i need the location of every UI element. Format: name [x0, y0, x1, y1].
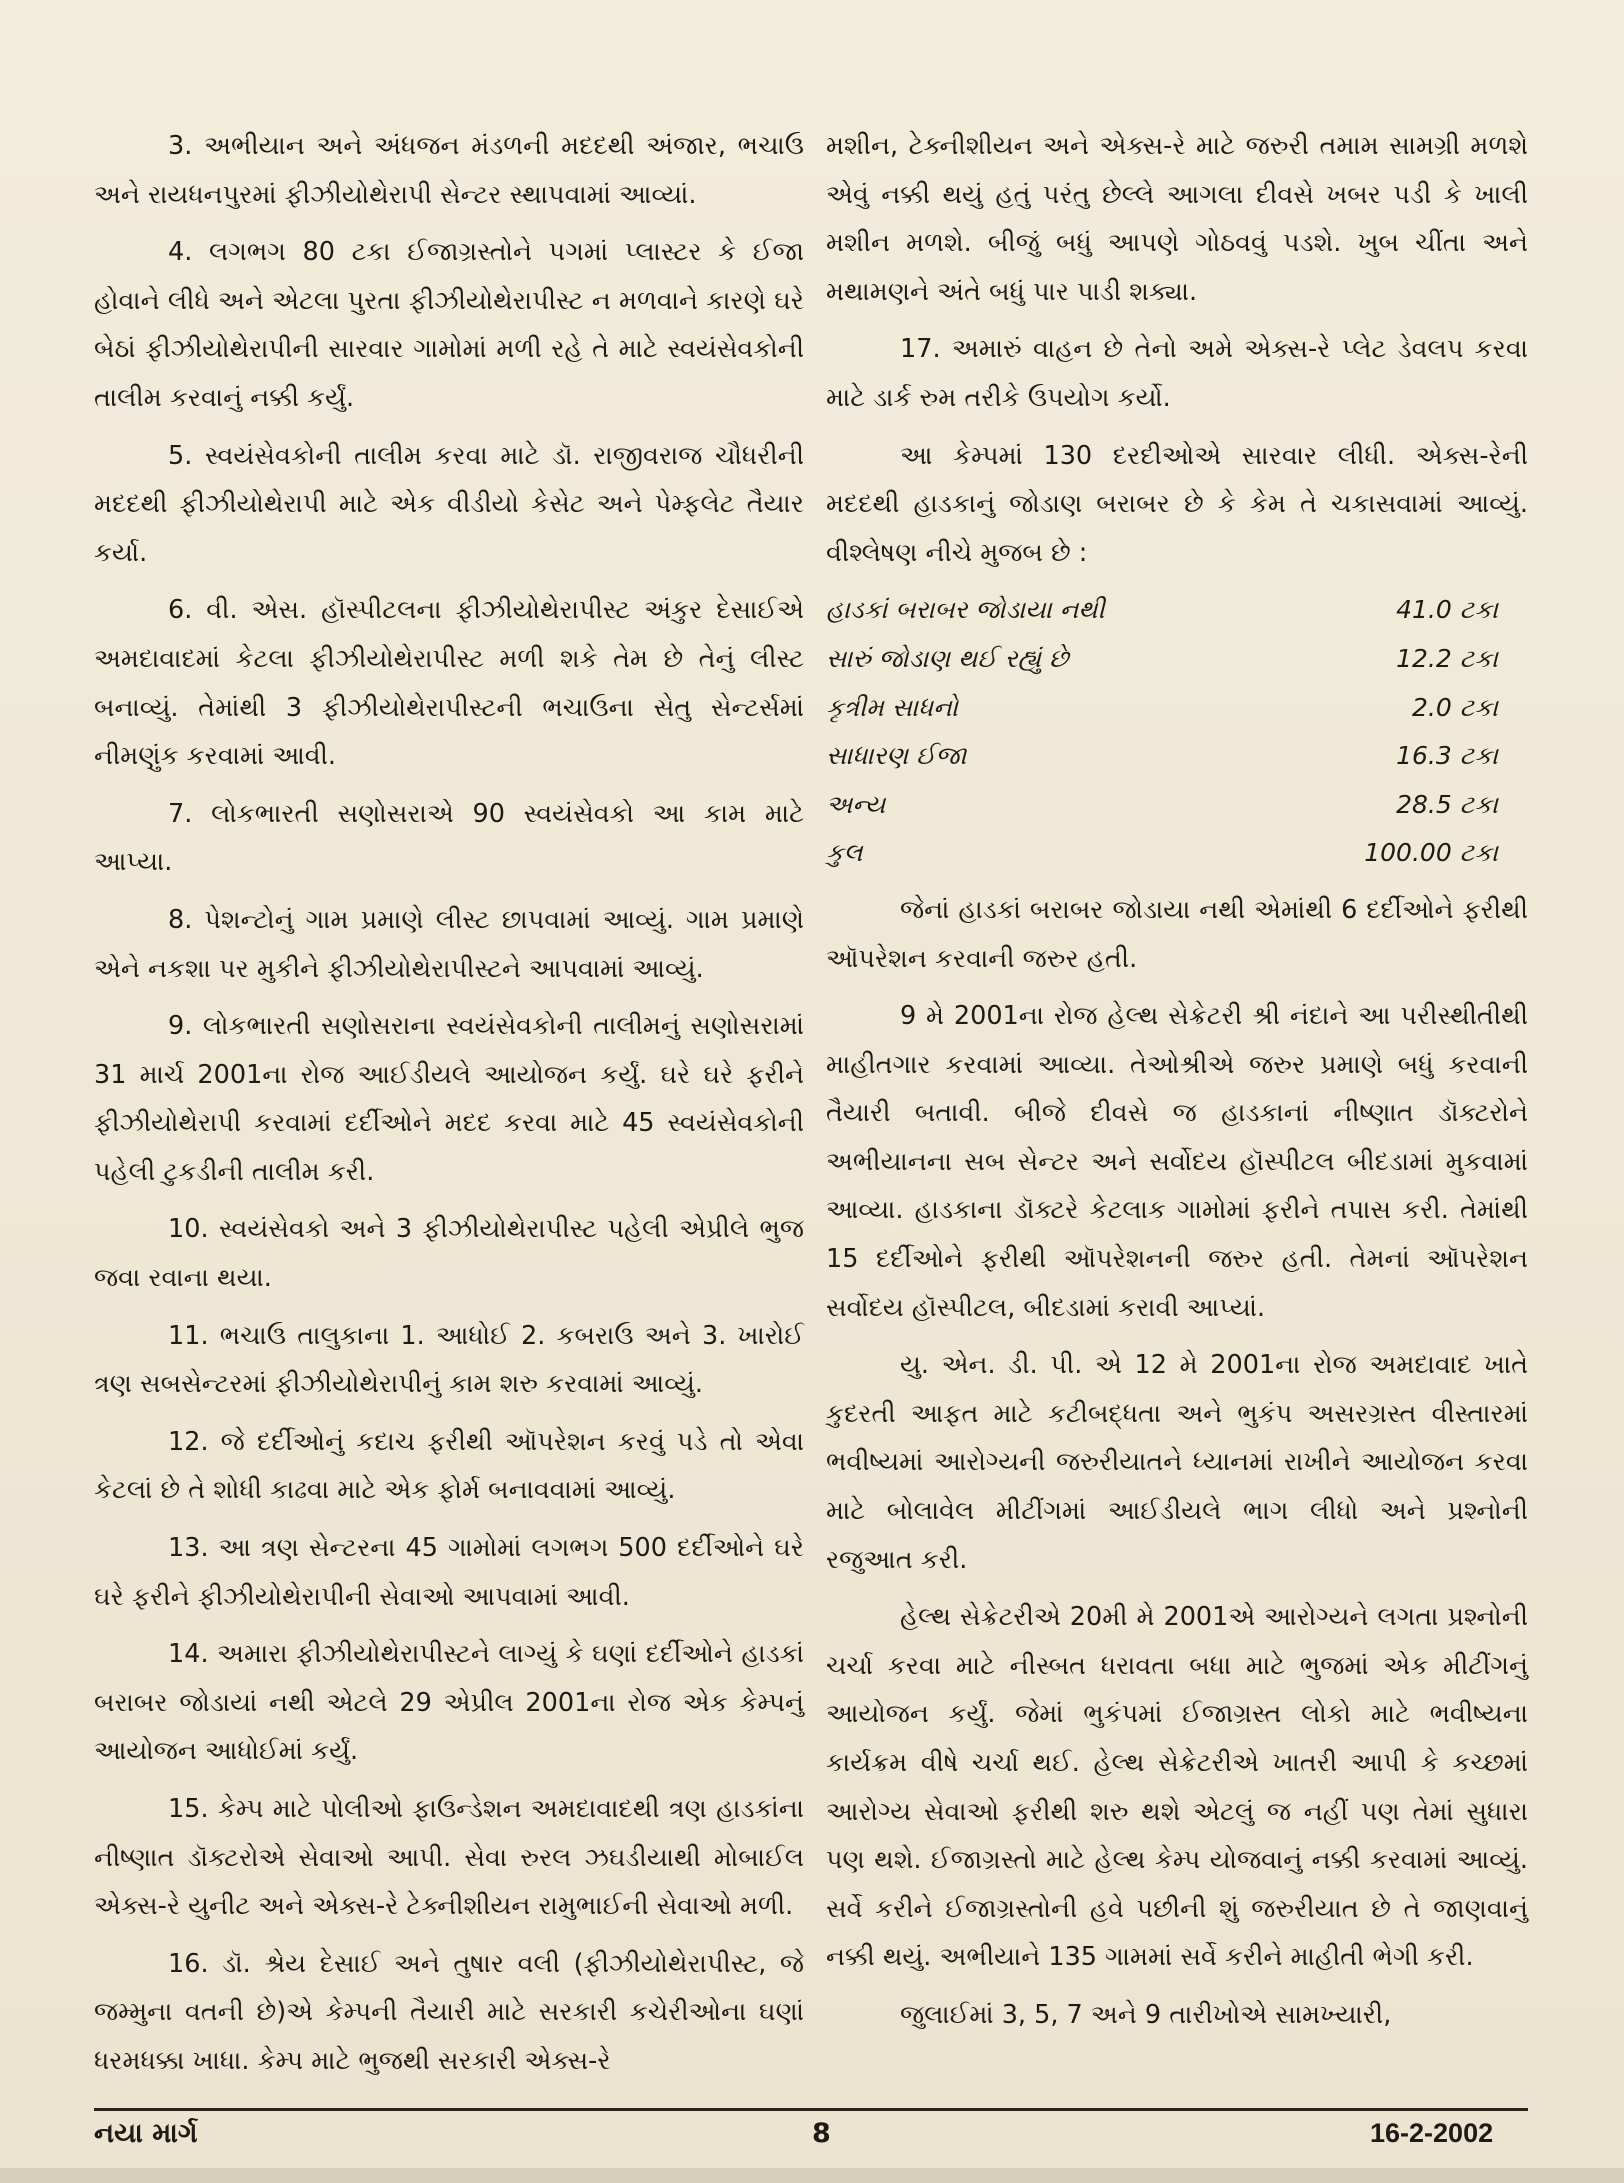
paragraph-5: 5. સ્વયંસેવકોની તાલીમ કરવા માટે ડૉ. રાજીવરાજ ચૌધરીની મદદથી ફીઝીયોથેરાપી માટે એક વીડીયો કેસેટ અને પેમ્ફલેટ તૈયાર કર્યા.: [94, 440, 804, 568]
right-column: [826, 122, 1528, 2049]
paragraph-8: 8. પેશન્ટોનું ગામ પ્રમાણે લીસ્ટ છાપવામાં આવ્યું. ગામ પ્રમાણે એને નકશા પર મુકીને ફીઝીયોથેરાપીસ્ટને આપવામાં આવ્યું.: [94, 904, 804, 984]
stats-value: 41.0 ટકા: [1396, 595, 1498, 625]
paragraph-may-9: 9 મે 2001ના રોજ હેલ્થ સેક્રેટરી શ્રી નંદાને આ પરીસ્થીતીથી માહીતગાર કરવામાં આવ્યા. તેઓશ્રીએ જરુર પ્રમાણે બધું કરવાની તૈયારી બતાવી. બીજે દીવસે જ હાડકાનાં નીષ્ણાત ડૉક્ટરોને અભીયાનના સબ સેન્ટર અને સર્વોદય હૉસ્પીટલ બીદડામાં મુકવામાં આવ્યા. હાડકાના ડૉક્ટરે કેટલાક ગામોમાં ફરીને તપાસ કરી. તેમાંથી 15 દર્દીઓને ફરીથી ઑપરેશનની જરુર હતી. તેમનાં ઑપરેશન સર્વોદય હૉસ્પીટલ, બીદડામાં કરાવી આપ્યાં.: [826, 1001, 1528, 1323]
paragraph-3: 3. અભીયાન અને અંધજન મંડળની મદદથી અંજાર, ભચાઉ અને રાયધનપુરમાં ફીઝીયોથેરાપી સેન્ટર સ્થાપવામાં આવ્યાં.: [94, 131, 804, 210]
stats-row: [826, 586, 1516, 635]
paragraph-9: 9. લોકભારતી સણોસરાના સ્વયંસેવકોની તાલીમનું સણોસરામાં 31 માર્ચ 2001ના રોજ આઈડીયલે આયોજન કર્યું. ઘરે ઘરે ફરીને ફીઝીયોથેરાપી કરવામાં દર્દીઓને મદદ કરવા માટે 45 સ્વયંસેવકોની પહેલી ટુકડીની તાલીમ કરી.: [94, 1011, 804, 1187]
stats-value: 28.5 ટકા: [1396, 789, 1498, 819]
stats-row: [826, 781, 1516, 830]
stats-label: અન્ય: [826, 789, 886, 819]
stats-label: કુલ: [826, 838, 863, 868]
footer-divider: [94, 2108, 1528, 2111]
stats-table: [826, 586, 1516, 878]
paragraph-after-stats: જેનાં હાડકાં બરાબર જોડાયા નથી એમાંથી 6 દર્દીઓને ફરીથી ઑપરેશન કરવાની જરુર હતી.: [826, 894, 1528, 974]
paragraph-7: 7. લોકભારતી સણોસરાએ 90 સ્વયંસેવકો આ કામ માટે આપ્યા.: [94, 798, 804, 878]
publication-name: નયા માર્ગ: [94, 2118, 198, 2149]
stats-label: કૃત્રીમ સાધનો: [826, 692, 959, 722]
issue-date: 16-2-2002: [1370, 2118, 1494, 2148]
page-number: 8: [812, 2118, 831, 2149]
paragraph-15: 15. કેમ્પ માટે પોલીઓ ફાઉન્ડેશન અમદાવાદથી ત્રણ હાડકાંના નીષ્ણાત ડૉક્ટરોએ સેવાઓ આપી. સેવા રુરલ ઝઘડીયાથી મોબાઈલ એક્સ-રે યુનીટ અને એક્સ-રે ટેક્નીશીયન રામુભાઈની સેવાઓ મળી.: [94, 1794, 804, 1922]
stats-label: હાડકાં બરાબર જોડાયા નથી: [826, 595, 1105, 625]
paragraph-may-20: હેલ્થ સેક્રેટરીએ 20મી મે 2001એ આરોગ્યને લગતા પ્રશ્નોની ચર્ચા કરવા માટે નીસ્બત ધરાવતા બધા માટે ભુજમાં એક મીટીંગનું આયોજન કર્યું. જેમાં ભુકંપમાં ઈજાગ્રસ્ત લોકો માટે ભવીષ્યના કાર્યક્રમ વીષે ચર્ચા થઈ. હેલ્થ સેક્રેટરીએ ખાતરી આપી કે કચ્છમાં આરોગ્ય સેવાઓ ફરીથી શરુ થશે એટલું જ નહીં પણ તેમાં સુધારા પણ થશે. ઈજાગ્રસ્તો માટે હેલ્થ કેમ્પ યોજવાનું નક્કી કરવામાં આવ્યું. સર્વે કરીને ઈજાગ્રસ્તોની હવે પછીની શું જરુરીયાત છે તે જાણવાનું નક્કી થયું. અભીયાને 135 ગામમાં સર્વે કરીને માહીતી ભેગી કરી.: [826, 1602, 1528, 1973]
paragraph-12: 12. જે દર્દીઓનું કદાચ ફરીથી ઑપરેશન કરવું પડે તો એવા કેટલાં છે તે શોધી કાઢવા માટે એક ફોર્મ બનાવવામાં આવ્યું.: [94, 1426, 804, 1506]
paragraph-16: 16. ડૉ. શ્રેય દેસાઈ અને તુષાર વલી (ફીઝીયોથેરાપીસ્ટ, જે જમ્મુના વતની છે)એ કેમ્પની તૈયારી માટે સરકારી કચેરીઓના ઘણાં ધરમધક્કા ખાધા. કેમ્પ માટે ભુજથી સરકારી એક્સ-રે: [94, 1948, 804, 2076]
paragraph-july: જુલાઈમાં 3, 5, 7 અને 9 તારીખોએ સામખ્યારી,: [900, 1999, 1392, 2030]
paragraph-14: 14. અમારા ફીઝીયોથેરાપીસ્ટને લાગ્યું કે ઘણાં દર્દીઓને હાડકાં બરાબર જોડાયાં નથી એટલે 29 એપ્રીલ 2001ના રોજ એક કેમ્પનું આયોજન આધોઈમાં કર્યું.: [94, 1639, 804, 1767]
paragraph-10: 10. સ્વયંસેવકો અને 3 ફીઝીયોથેરાપીસ્ટ પહેલી એપ્રીલે ભુજ જવા રવાના થયા.: [94, 1214, 804, 1294]
scan-edge-strip: [0, 2168, 1624, 2183]
stats-intro: આ કેમ્પમાં 130 દરદીઓએ સારવાર લીધી. એક્સ-રેની મદદથી હાડકાનું જોડાણ બરાબર છે કે કેમ તે ચકાસવામાં આવ્યું. વીશ્લેષણ નીચે મુજબ છે :: [826, 440, 1528, 568]
paragraph-11: 11. ભચાઉ તાલુકાના 1. આધોઈ 2. કબરાઉ અને 3. ખારોઈ ત્રણ સબસેન્ટરમાં ફીઝીયોથેરાપીનું કામ શરુ કરવામાં આવ્યું.: [94, 1320, 804, 1400]
stats-label: સારું જોડાણ થઈ રહ્યું છે: [826, 643, 1069, 673]
stats-value: 16.3 ટકા: [1396, 741, 1498, 771]
paragraph-4: 4. લગભગ 80 ટકા ઈજાગ્રસ્તોને પગમાં પ્લાસ્ટર કે ઈજા હોવાને લીધે અને એટલા પુરતા ફીઝીયોથેરાપીસ્ટ ન મળવાને કારણે ઘરે બેઠાં ફીઝીયોથેરાપીની સારવાર ગામોમાં મળી રહે તે માટે સ્વયંસેવકોની તાલીમ કરવાનું નક્કી કર્યું.: [94, 237, 804, 413]
stats-row: [826, 635, 1516, 684]
paragraph-16-continued: મશીન, ટેક્નીશીયન અને એક્સ-રે માટે જરુરી તમામ સામગ્રી મળશે એવું નક્કી થયું હતું પરંતુ છેલ્લે આગલા દીવસે ખબર પડી કે ખાલી મશીન મળશે. બીજું બધું આપણે ગોઠવવું પડશે. ખુબ ચીંતા અને મથામણને અંતે બધું પાર પાડી શક્યા.: [826, 131, 1528, 307]
paragraph-17: 17. અમારું વાહન છે તેનો અમે એક્સ-રે પ્લેટ ડેવલપ કરવા માટે ડાર્ક રુમ તરીકે ઉપયોગ કર્યો.: [826, 334, 1528, 413]
paragraph-13: 13. આ ત્રણ સેન્ટરના 45 ગામોમાં લગભગ 500 દર્દીઓને ઘરે ઘરે ફરીને ફીઝીયોથેરાપીની સેવાઓ આપવામાં આવી.: [94, 1533, 804, 1612]
stats-total-row: [826, 829, 1516, 878]
stats-row: [826, 684, 1516, 733]
stats-value: 2.0 ટકા: [1411, 692, 1498, 722]
stats-value: 100.00 ટકા: [1364, 838, 1498, 868]
stats-row: [826, 732, 1516, 781]
left-column: [94, 122, 804, 2095]
paragraph-undp: યુ. એન. ડી. પી. એ 12 મે 2001ના રોજ અમદાવાદ ખાતે કુદરતી આફત માટે કટીબદ્ધતા અને ભુકંપ અસરગ્રસ્ત વીસ્તારમાં ભવીષ્યમાં આરોગ્યની જરુરીયાતને ધ્યાનમાં રાખીને આયોજન કરવા માટે બોલાવેલ મીટીંગમાં આઈડીયલે ભાગ લીધો અને પ્રશ્નોની રજુઆત કરી.: [826, 1350, 1528, 1575]
stats-value: 12.2 ટકા: [1396, 643, 1498, 673]
stats-label: સાધારણ ઈજા: [826, 741, 967, 771]
paragraph-6: 6. વી. એસ. હૉસ્પીટલના ફીઝીયોથેરાપીસ્ટ અંકુર દેસાઈએ અમદાવાદમાં કેટલા ફીઝીયોથેરાપીસ્ટ મળી શકે તેમ છે તેનું લીસ્ટ બનાવ્યું. તેમાંથી 3 ફીઝીયોથેરાપીસ્ટની ભચાઉના સેતુ સેન્ટર્સમાં નીમણુંક કરવામાં આવી.: [94, 595, 804, 772]
